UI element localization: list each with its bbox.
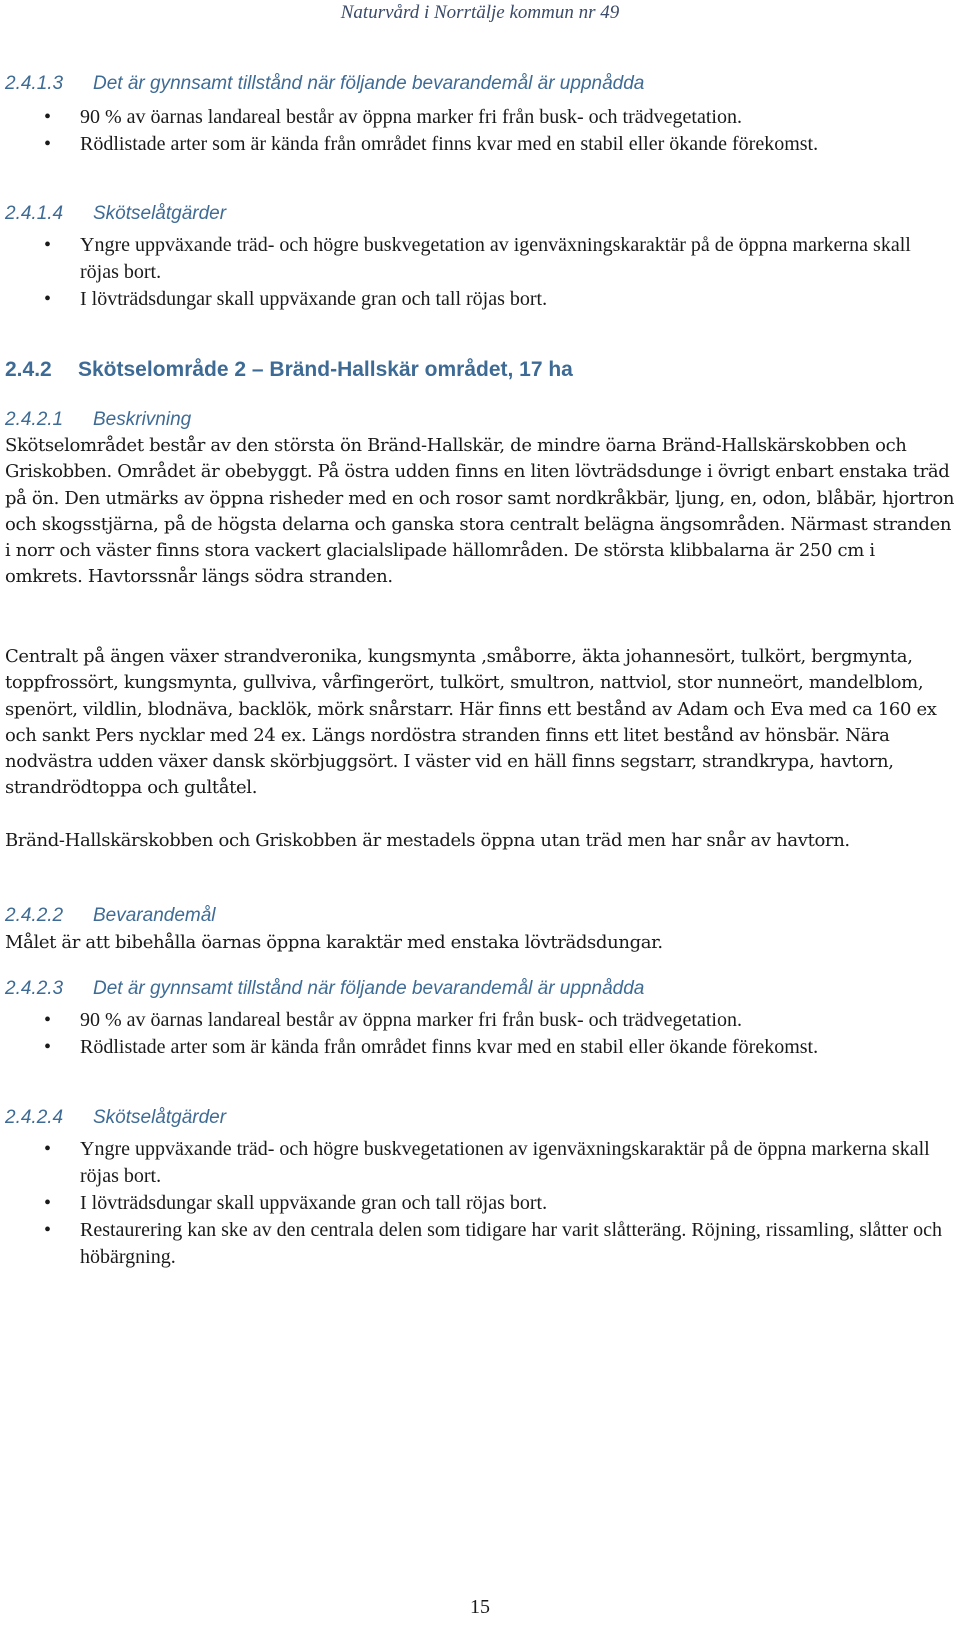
- section-title: Skötselområde 2 – Bränd-Hallskär området, 17 ha: [78, 358, 573, 381]
- page-number: 15: [470, 1596, 490, 1618]
- section-title: Det är gynnsamt tillstånd när följande bevarandemål är uppnådda: [93, 73, 645, 94]
- list-item: • Restaurering kan ske av den centrala delen som tidigare har varit slåtteräng. Röjning, rissamling, slåtter och höbärgning.: [44, 1219, 942, 1268]
- section-heading-2-4-2-2: [5, 905, 216, 927]
- section-number: 2.4.2.2: [5, 905, 64, 926]
- section-number: 2.4.2.1: [5, 409, 64, 430]
- section-number: 2.4.2.3: [5, 978, 64, 999]
- running-header: Naturvård i Norrtälje kommun nr 49: [340, 2, 620, 23]
- list-item: • Rödlistade arter som är kända från området finns kvar med en stabil eller ökande förekomst.: [0, 131, 950, 158]
- description-paragraph-2: Centralt på ängen växer strandveronika, kungsmynta ,småborre, äkta johannesört, tulkört, bergmynta, toppfrossört, kungsmynta, gullviva, vårfingerört, tulkört, smultron, nattviol, stor nunneört, mandelblom, spenört, vildlin, blodnäva, backlök, mörk snårstarr. Här finns ett bestånd av Adam och Eva med ca 160 ex och sankt Pers nycklar med 24 ex. Längs nordöstra stranden finns ett litet bestånd av hönsbär. Nära nodvästra udden växer dansk skörbjuggsört. I väster vid en häll finns segstarr, strandkrypa, havtorn, strandrödtoppa och gultåtel.: [5, 646, 937, 799]
- section-title: Skötselåtgärder: [93, 203, 227, 224]
- section-title: Bevarandemål: [93, 905, 216, 926]
- bullet-icon: •: [44, 1036, 52, 1058]
- bullet-icon: •: [44, 133, 52, 155]
- bullet-icon: •: [44, 1009, 52, 1031]
- list-item: • Yngre uppväxande träd- och högre buskvegetationen av igenväxningskaraktär på de öppna markerna skall röjas bort.: [44, 1138, 930, 1187]
- section-heading-2-4-2-1: [5, 409, 191, 431]
- section-number: 2.4.2.4: [5, 1107, 64, 1128]
- section-title: Skötselåtgärder: [93, 1107, 227, 1128]
- bullet-icon: •: [44, 234, 52, 256]
- description-paragraph-3: Bränd-Hallskärskobben och Griskobben är mestadels öppna utan träd men har snår av havtorn.: [5, 830, 850, 851]
- bullet-icon: •: [44, 1219, 52, 1241]
- measure-list-2: [0, 1136, 950, 1271]
- list-item: • 90 % av öarnas landareal består av öppna marker fri från busk- och trädvegetation.: [0, 1007, 950, 1034]
- section-title: Beskrivning: [93, 409, 192, 430]
- list-item: • Rödlistade arter som är kända från området finns kvar med en stabil eller ökande förekomst.: [0, 1034, 950, 1061]
- list-item: • I lövträdsdungar skall uppväxande gran och tall röjas bort.: [0, 286, 950, 313]
- goal-paragraph: Målet är att bibehålla öarnas öppna karaktär med enstaka lövträdsdungar.: [5, 932, 663, 953]
- bullet-icon: •: [44, 106, 52, 128]
- section-number: 2.4.1.3: [5, 73, 64, 94]
- section-title: Det är gynnsamt tillstånd när följande bevarandemål är uppnådda: [93, 978, 645, 999]
- goal-list-2: [0, 1007, 950, 1061]
- section-number: 2.4.2: [5, 358, 52, 381]
- bullet-icon: •: [44, 1192, 52, 1214]
- section-heading-2-4-2-3: [5, 978, 644, 1000]
- list-item: • Yngre uppväxande träd- och högre buskvegetation av igenväxningskaraktär på de öppna markerna skall röjas bort.: [44, 234, 911, 283]
- section-heading-2-4-1-3: [5, 73, 644, 95]
- description-paragraph-1: Skötselområdet består av den största ön Bränd-Hallskär, de mindre öarna Bränd-Hallskärskobben och Griskobben. Området är obebyggt. På östra udden finns en liten lövträdsdunge i övrigt enbart enstaka träd på ön. Den utmärks av öppna risheder med en och rosor samt nordkråkbär, ljung, en, odon, blåbär, hjortron och skogsstjärna, på de högsta delarna och ganska stora centralt belägna ängsområden. Närmast stranden i norr och väster finns stora vackert glacialslipade hällområden. De största klibbalarna är 250 cm i omkrets. Havtorssnår längs södra stranden.: [5, 435, 955, 588]
- list-item: • 90 % av öarnas landareal består av öppna marker fri från busk- och trädvegetation.: [0, 104, 950, 131]
- goal-list-1: [0, 104, 950, 158]
- list-item: • I lövträdsdungar skall uppväxande gran och tall röjas bort.: [0, 1190, 950, 1217]
- section-heading-2-4-2-4: [5, 1107, 226, 1129]
- bullet-icon: •: [44, 288, 52, 310]
- section-number: 2.4.1.4: [5, 203, 64, 224]
- section-heading-2-4-1-4: [5, 203, 226, 225]
- bullet-icon: •: [44, 1138, 52, 1160]
- section-heading-2-4-2: [5, 358, 573, 382]
- measure-list-1: [0, 232, 950, 313]
